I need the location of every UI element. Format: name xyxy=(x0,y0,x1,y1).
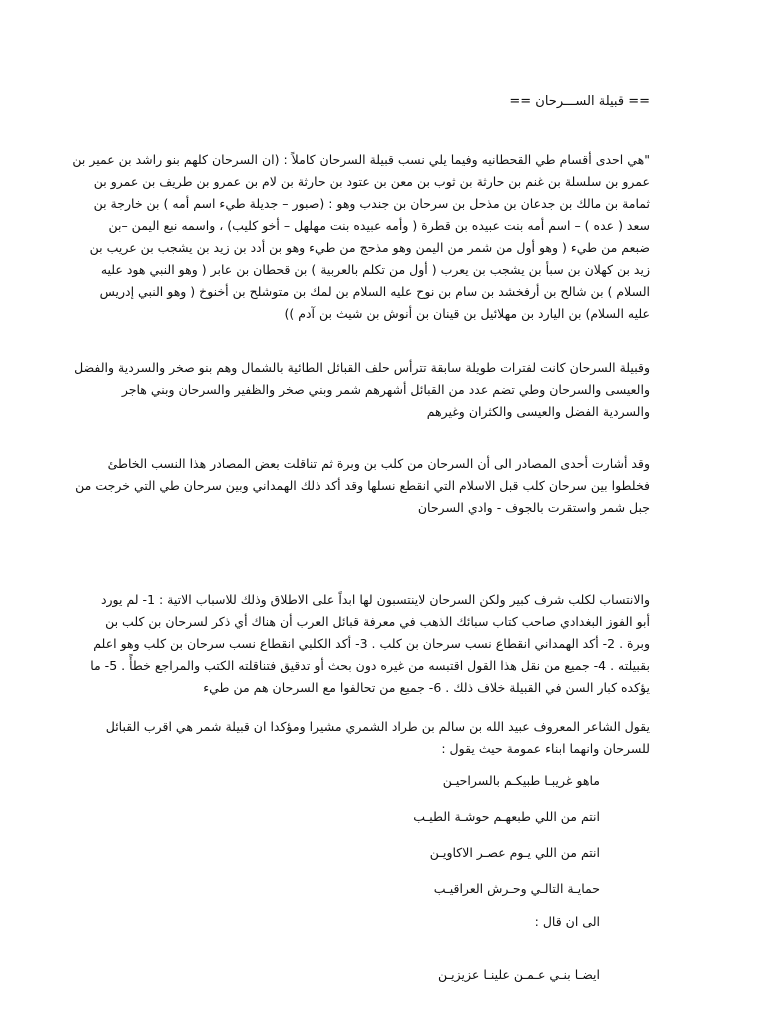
paragraph-lineage xyxy=(72,149,650,325)
poem-verse: ماهو غريبـا طبيكـم بالسراحيـن xyxy=(442,773,600,788)
paragraph-sources xyxy=(75,453,650,519)
poem-verse: الى ان قال : xyxy=(534,914,600,929)
text-line: للسرحان وانهما ابناء عمومة حيث يقول : xyxy=(441,741,650,756)
text-line: عمرو بن سلسلة بن غنم بن حارثة بن ثوب بن معن بن عتود بن حارثة بن لام بن عمرو بن طريف بن عمرو بن xyxy=(93,174,650,189)
text-line: ضبعم من طيء ( وهو أول من شمر من اليمن وهو مذحج من طيء وهو بن أدد بن زيد بن يشجب بن عريب بن xyxy=(89,240,650,255)
text-line: أبو الفوز البغدادي صاحب كتاب سبائك الذهب في معرفة قبائل العرب أن هناك أي ذكر لسرحان بن كلب بن xyxy=(105,614,650,629)
text-line: ثمامة بن مالك بن جدعان بن مذحل بن سرحان بن جندب وهو : (صبور – جديلة طيء اسم أمه ) بن خارجة بن xyxy=(93,196,650,211)
paragraph-alliance xyxy=(74,357,650,423)
text-line: يؤكده كبار السن في القبيلة خلاف ذلك . 6- جميع من تحالفوا مع السرحان هم من طيء xyxy=(203,680,650,695)
text-line: يقول الشاعر المعروف عبيد الله بن سالم بن طراد الشمري مشيرا ومؤكدا ان قبيلة شمر هي اقرب القبائل xyxy=(105,719,650,734)
text-line: وقبيلة السرحان كانت لفترات طويلة سابقة تترأس حلف القبائل الطائية بالشمال وهم بنو صخر والسردية والفضل xyxy=(74,360,650,375)
text-line: سعد ( عده ) – اسم أمه بنت عبيده بن قطرة ( وأمه عبيده بنت مهلهل – أخو كليب) ، واسمه نبع اليمن –بن xyxy=(108,218,650,233)
text-line: والانتساب لكلب شرف كبير ولكن السرحان لاينتسبون لها ابداً على الاطلاق وذلك للاسباب الاتية : 1- لم يورد xyxy=(100,592,650,607)
poem-verse: انتم من اللي طبعهـم حوشـة الطيـب xyxy=(413,809,600,824)
text-line: بقبيلته . 4- جميع من نقل هذا القول اقتبسه من غيره دون بحث أو تدقيق فتناقلته الكتب والمراجع خطأً . 5- ما xyxy=(90,658,650,673)
text-line: زيد بن كهلان بن سبأ بن يشجب بن يعرب ( أول من تكلم بالعربية ) بن قحطان بن عابر ( وهو النبي هود عليه xyxy=(100,262,650,277)
text-line: عليه السلام) بن اليارد بن مهلائيل بن قينان بن أنوش بن شيث بن آدم )) xyxy=(284,306,650,321)
text-line: السلام ) بن شالح بن أرفخشد بن سام بن نوح عليه السلام بن لمك بن متوشلح بن أخنوخ ( وهو النبي إدريس xyxy=(99,284,650,299)
text-line: والعيسى والسرحان وطي تضم عدد من القبائل أشهرهم شمر وبني صخر والظفير والسرحان وبني هاجر xyxy=(121,382,650,397)
document-title: == قبيلة الســـرحان == xyxy=(509,94,650,109)
text-line: فخلطوا بين سرحان كلب قبل الاسلام التي انقطع نسلها وقد أكد ذلك الهمداني وبين سرحان طي التي خرجت من xyxy=(75,478,650,493)
text-line: والسردية الفضل والعيسى والكثران وغيرهم xyxy=(426,404,650,419)
paragraph-reasons xyxy=(90,589,650,699)
poem-verse: ايضـا بنـي عـمـن علينـا عزيزيـن xyxy=(437,967,600,982)
text-line: وبرة . 2- أكد الهمداني انقطاع نسب سرحان بن كلب . 3- أكد الكلبي انقطاع نسب سرحان بن كلب وهو اعلم xyxy=(93,636,650,651)
text-line: وقد أشارت أحدى المصادر الى أن السرحان من كلب بن وبرة ثم تناقلت بعض المصادر هذا النسب الخاطئ xyxy=(107,456,650,471)
poem-verse: حمايـة التالـي وحـرش العراقيـب xyxy=(433,881,600,896)
text-line: جبل شمر واستقرت بالجوف - وادي السرحان xyxy=(417,500,650,515)
paragraph-poet-intro xyxy=(90,716,650,760)
text-line: "هي احدى أقسام طي القحطانيه وفيما يلي نسب قبيلة السرحان كاملاً : (ان السرحان كلهم بنو راشد بن عمير بن xyxy=(72,152,650,167)
poem-verse: انتم من اللي يـوم عصـر الاكاويـن xyxy=(429,845,600,860)
